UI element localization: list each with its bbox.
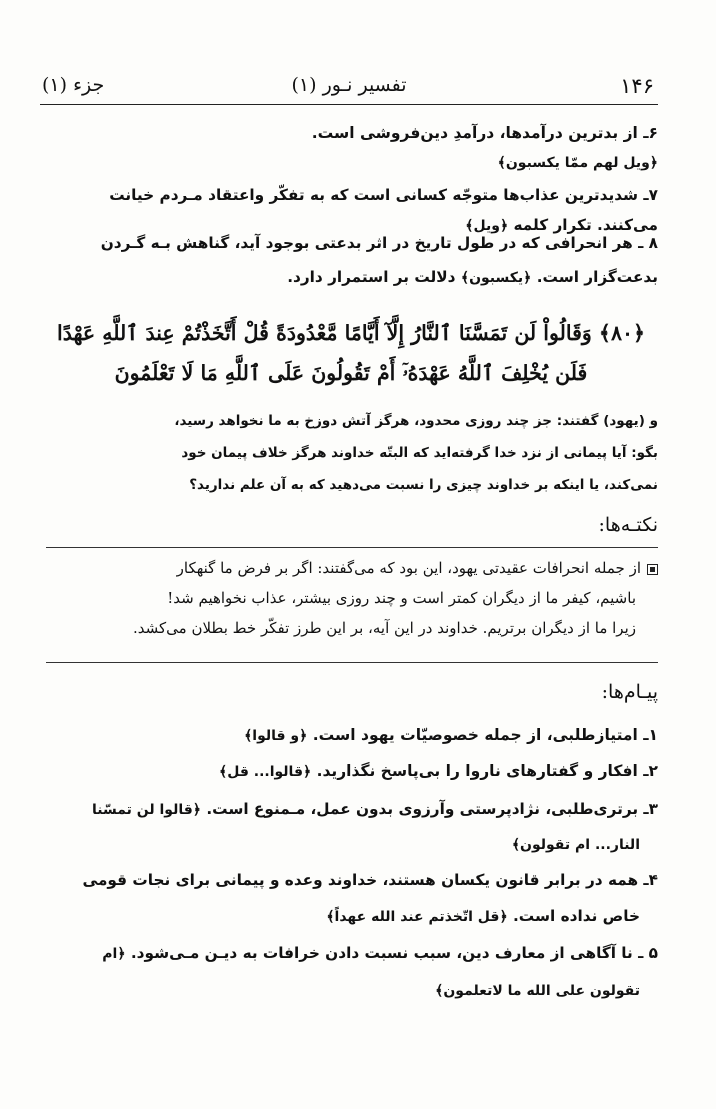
- quote-ref: ﴿و قالوا﴾: [244, 728, 308, 744]
- message-2: [48, 756, 658, 787]
- quote-ref: ﴿ام: [102, 946, 126, 962]
- point-text: ۷ـ شدیدترین عذاب‌ها متوجّه کسانی است که به تفکّر واعتقاد مـردم خیانت: [109, 186, 658, 204]
- message-3: [48, 792, 658, 862]
- point-text: دلالت بر استمرار دارد.: [287, 268, 456, 286]
- verse-line: ﴿۸۰﴾ وَقَالُواْ لَن تَمَسَّنَا ٱلنَّارُ إِلَّآ أَيَّامًا مَّعْدُودَةً قُلْ أَتَّخَذْتُمْ عِندَ ٱللَّهِ عَهْدًا: [57, 321, 645, 345]
- message-4: [48, 862, 658, 935]
- note-line: باشیم، کیفر ما از دیگران کمتر است و چند روزی بیشتر، عذاب نخواهیم شد!: [167, 589, 636, 607]
- point-text: بدعت‌گزار است.: [536, 268, 658, 286]
- section-divider: [46, 662, 658, 663]
- note-line: زیرا ما از دیگران برتریم. خداوند در این آیه، بر این طرز تفکّر خط بطلان می‌کشد.: [133, 619, 636, 637]
- notes-heading: نکتـه‌ها:: [598, 514, 658, 536]
- quote-ref: ﴿قالوا لن تمسّنا: [92, 802, 201, 818]
- messages-heading: پیـام‌ها:: [601, 681, 658, 703]
- part-label: جزء (۱): [42, 74, 105, 96]
- quote-ref: النار... ام تقولون﴾: [511, 837, 640, 853]
- bullet-square-icon: [647, 564, 658, 575]
- quote-ref: ﴿یکسبون﴾: [460, 270, 532, 286]
- translation-line: و (یهود) گفتند: جز چند روزی محدود، هرگز آتش دوزخ به ما نخواهد رسید،: [174, 413, 658, 429]
- point-text: ۸ ـ هر انحرافی که در طول تاریخ در اثر بدعتی بوجود آید، گناهش بـه گـردن: [100, 234, 658, 252]
- point-text: می‌کنند. تکرار کلمه: [513, 216, 658, 234]
- point-8: [48, 226, 658, 295]
- point-6-quote: [48, 148, 658, 178]
- quote-ref: ﴿ویل﴾: [465, 218, 509, 234]
- notes-body: [48, 553, 658, 643]
- verse-translation: [100, 405, 658, 501]
- message-text: ۲ـ افکار و گفتارهای ناروا را بی‌پاسخ نگذارید.: [316, 762, 658, 780]
- message-text: خاص نداده است.: [513, 907, 640, 925]
- section-divider: [46, 547, 658, 548]
- quote-ref: ﴿قل اتّخذتم عند الله عهداً﴾: [326, 909, 508, 925]
- running-title: تفسیر نـور (۱): [291, 74, 407, 96]
- verse-line: فَلَن يُخْلِفَ ٱللَّهُ عَهْدَهُۥٓ أَمْ تَقُولُونَ عَلَى ٱللَّهِ مَا لَا تَعْلَمُونَ: [114, 361, 588, 385]
- translation-line: نمی‌کند، یا اینکه بر خداوند چیزی را نسبت می‌دهید که به آن علم ندارید؟: [189, 477, 658, 493]
- message-text: ۱ـ امتیازطلبی، از جمله خصوصیّات یهود است.: [312, 726, 658, 744]
- point-6: [48, 118, 658, 148]
- quote-ref: ﴿ویل لهم ممّا یکسبون﴾: [497, 155, 658, 171]
- page-header: [40, 70, 658, 105]
- message-text: ۴ـ همه در برابر قانون یکسان هستند، خداوند وعده و پیمانی برای نجات قومی: [82, 871, 658, 889]
- message-text: ۵ ـ نا آگاهی از معارف دین، سبب نسبت دادن خرافات به دیـن مـی‌شود.: [130, 944, 658, 962]
- quote-ref: ﴿قالوا... قل﴾: [219, 764, 312, 780]
- quote-ref: تقولون علی الله ما لاتعلمون﴾: [435, 983, 640, 999]
- page-number: ۱۴۶: [620, 74, 654, 98]
- note-line: از جمله انحرافات عقیدتی یهود، این بود که می‌گفتند: اگر بر فرض ما گنهکار: [176, 559, 641, 577]
- quran-verse: [44, 313, 658, 393]
- message-5: [48, 935, 658, 1009]
- point-text: ۶ـ از بدترین درآمدها، درآمدِ دین‌فروشی است.: [311, 124, 658, 142]
- message-1: [48, 720, 658, 751]
- translation-line: بگو: آیا پیمانی از نزد خدا گرفته‌اید که البتّه خداوند هرگز خلاف پیمان خود: [181, 445, 658, 461]
- message-text: ۳ـ برتری‌طلبی، نژادپرستی وآرزوی بدون عمل، مـمنوع است.: [206, 800, 658, 818]
